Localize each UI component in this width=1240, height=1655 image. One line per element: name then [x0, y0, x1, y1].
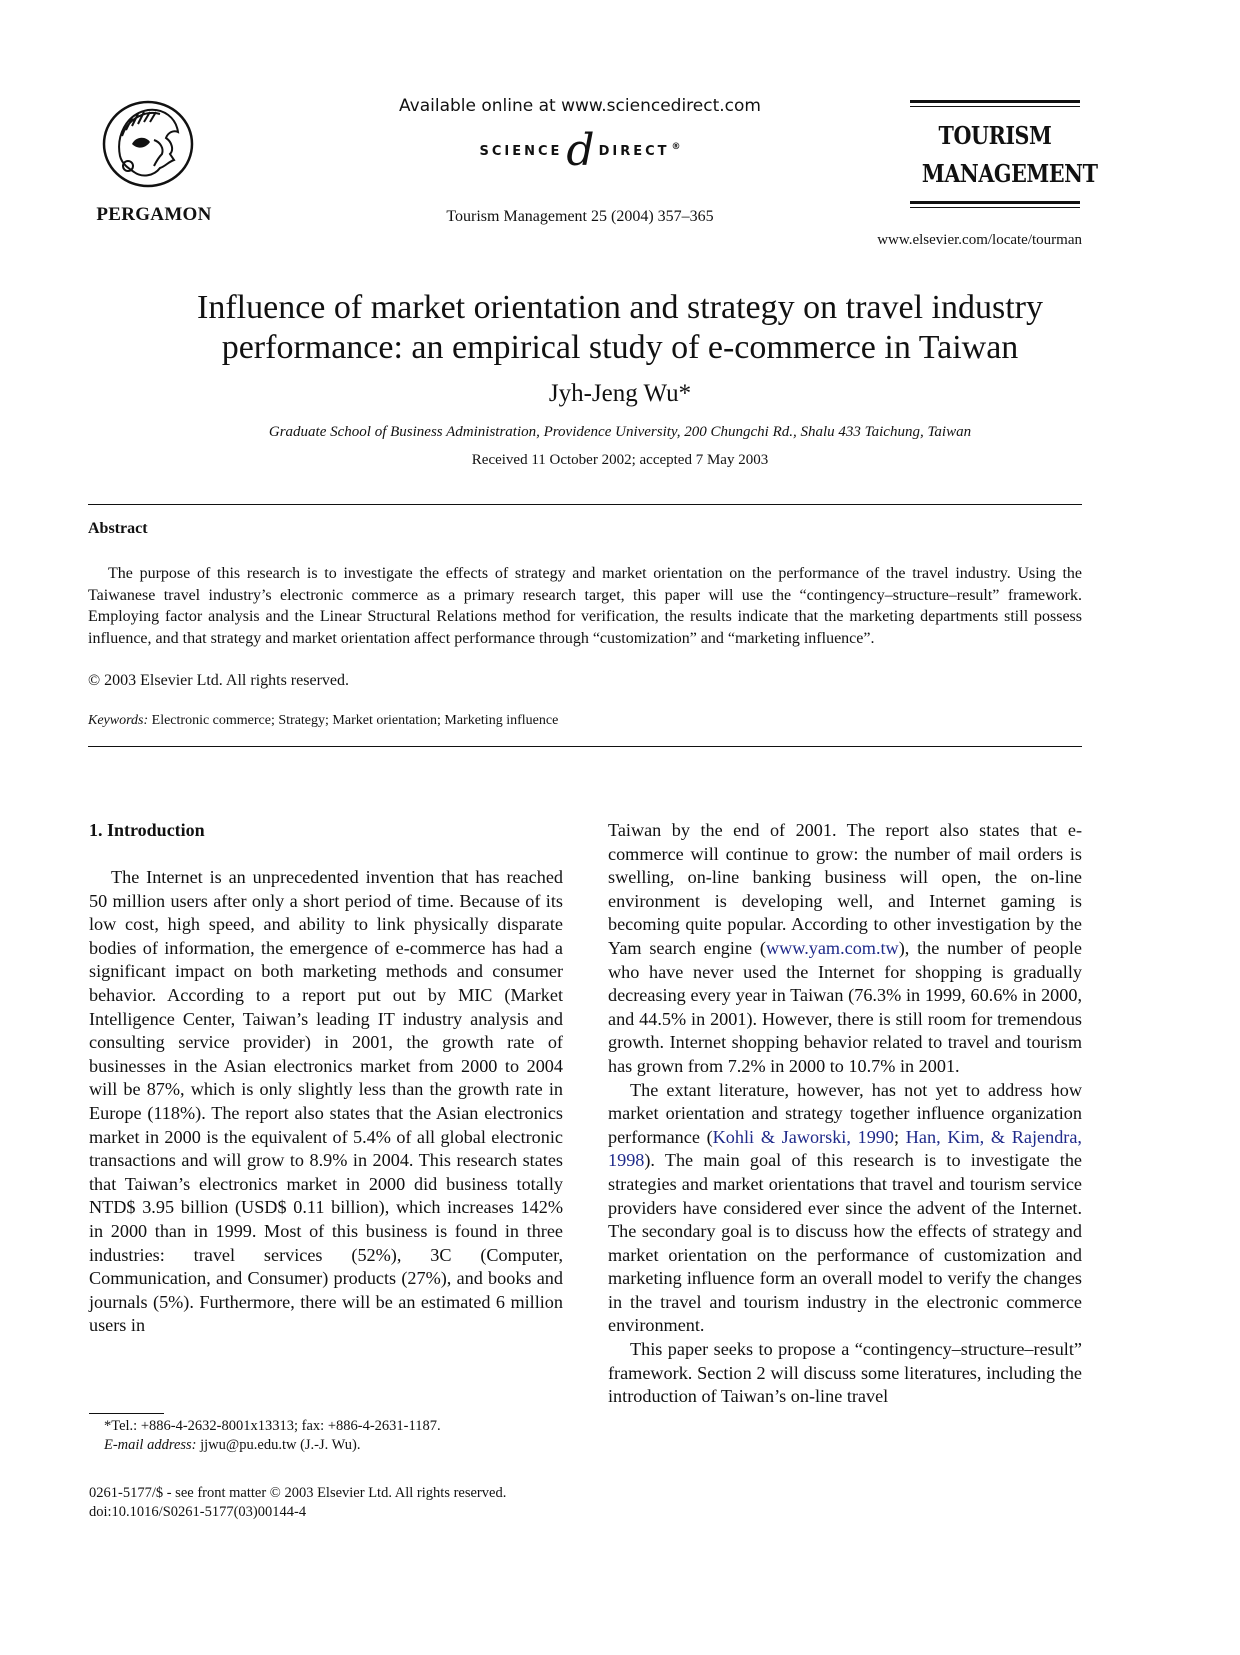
sd-logo-science: SCIENCE	[479, 143, 563, 159]
journal-citation: Tourism Management 25 (2004) 357–365	[446, 208, 714, 225]
keywords-label: Keywords:	[88, 713, 149, 728]
sciencedirect-logo	[410, 126, 750, 176]
pergamon-logo-icon	[98, 96, 198, 196]
divider-bottom	[88, 746, 1082, 747]
paragraph	[608, 1079, 1082, 1339]
keywords	[88, 713, 558, 729]
journal-name-line2: MANAGEMENT	[921, 159, 1098, 188]
citation-link-kohli[interactable]: Kohli & Jaworski, 1990	[712, 1126, 894, 1147]
paragraph-text: Taiwan by the end of 2001. The report also states that e-commerce will continue to grow: the number of mail orders is swelling, on-line banking business will open, the on-line environment is developing well, and Internet gaming is becoming quite popular. According to other investigation by the Yam search engine (	[608, 820, 1082, 958]
issn-line: 0261-5177/$ - see front matter © 2003 Elsevier Ltd. All rights reserved.	[89, 1485, 507, 1501]
abstract-heading: Abstract	[88, 520, 148, 537]
paragraph-text: ), the number of people who have never used the Internet for shopping is gradually decreasing every year in Taiwan (76.3% in 1999, 60.6% in 2000, and 44.5% in 2001). However, there is still room for tremendous growth. Internet shopping behavior related to travel and tourism has grown from 7.2% in 2000 to 10.7% in 2001.	[608, 937, 1083, 1076]
author-name: Jyh-Jeng Wu*	[548, 380, 692, 407]
available-online-text[interactable]: Available online at www.sciencedirect.com	[399, 96, 761, 116]
paragraph-text: ). The main goal of this research is to investigate the strategies and market orientations that travel and tourism service providers have considered ever since the advent of the Internet. The secondary goal is to discuss how the effects of strategy and market orientation on the performance of customization and marketing influence form an overall model to verify the changes in the travel and tourism industry in the electronic commerce environment.	[608, 1150, 1082, 1336]
front-matter	[89, 1484, 609, 1522]
sd-registered-mark: ®	[671, 142, 681, 152]
publisher-name: PERGAMON	[96, 204, 212, 225]
paragraph: This paper seeks to propose a “contingency–structure–result” framework. Section 2 will discuss some literatures, including the introduction of Taiwan’s on-line travel	[608, 1339, 1082, 1407]
abstract-body	[88, 563, 1082, 649]
citation-link-han[interactable]: Han, Kim, & Rajendra, 1998	[608, 1126, 1082, 1171]
yam-url-link[interactable]: www.yam.com.tw	[766, 937, 899, 958]
body-column-right	[608, 819, 1082, 1409]
article-title	[100, 288, 1140, 368]
journal-url-link[interactable]: www.elsevier.com/locate/tourman	[877, 232, 1082, 248]
masthead-bottom-rule	[910, 201, 1080, 208]
footnote-rule	[89, 1413, 164, 1414]
divider-top	[88, 504, 1082, 505]
email-label: E-mail address:	[104, 1437, 197, 1453]
author-affiliation: Graduate School of Business Administration, Providence University, 200 Chungchi Rd., Shalu 433 Taichung, Taiwan	[268, 424, 972, 440]
keywords-list: Electronic commerce; Strategy; Market orientation; Marketing influence	[151, 713, 559, 728]
body-column-left	[89, 866, 563, 1338]
journal-masthead	[910, 100, 1098, 208]
received-dates: Received 11 October 2002; accepted 7 May 2003	[471, 452, 769, 468]
section-heading-introduction: 1. Introduction	[89, 820, 205, 840]
doi-line[interactable]: doi:10.1016/S0261-5177(03)00144-4	[89, 1504, 307, 1520]
footnote-contact: *Tel.: +886-4-2632-8001x13313; fax: +886-4-2631-1187.	[104, 1418, 441, 1434]
abstract-copyright: © 2003 Elsevier Ltd. All rights reserved.	[88, 672, 349, 689]
sd-at-icon: d	[566, 125, 595, 176]
journal-name-line1: TOURISM	[938, 121, 1052, 150]
abstract-text: The purpose of this research is to investigate the effects of strategy and market orientation on the performance of the travel industry. Using the Taiwanese travel industry’s electronic commerce as a primary research target, this paper will use the “contingency–structure–result” framework. Employing factor analysis and the Linear Structural Relations method for verification, the results indicate that the marketing departments still possess influence, and that strategy and market orientation affect performance through “customization” and “marketing influence”.	[88, 565, 1082, 647]
title-line-1: Influence of market orientation and strategy on travel industry	[197, 289, 1043, 326]
email-address[interactable]: jjwu@pu.edu.tw	[200, 1437, 297, 1453]
masthead-top-rule	[910, 100, 1080, 107]
paragraph-text: The extant literature, however, has not yet to address how market orientation and strategy together influence organization performance (	[608, 1079, 1082, 1147]
paragraph: The Internet is an unprecedented invention that has reached 50 million users after only a short period of time. Because of its low cost, high speed, and ability to link physically disparate bodies of information, the emergence of e-commerce has had a significant impact on both marketing methods and consumer behavior. According to a report put out by MIC (Market Intelligence Center, Taiwan’s leading IT industry analysis and consulting service provider) in 2001, the growth rate of businesses in the Asian electronics market from 2000 to 2004 will be 87%, which is only slightly less than the growth rate in Europe (118%). The report also states that the Asian electronics market in 2000 is the equivalent of 5.4% of all global electronic transactions and will grow to 8.9% in 2004. This research states that Taiwan’s electronics market in 2000 did business totally NTD$ 3.95 billion (USD$ 0.11 billion), which increases 142% in 2000 than in 1999. Most of this business is found in three industries: travel services (52%), 3C (Computer, Communication, and Consumer) products (27%), and books and journals (5%). Furthermore, there will be an estimated 6 million users in	[89, 867, 563, 1336]
citation-separator: ;	[893, 1126, 906, 1147]
email-suffix: (J.-J. Wu).	[296, 1437, 361, 1453]
author-footnote	[89, 1417, 589, 1455]
footnote-email-line	[89, 1436, 589, 1455]
title-line-2: performance: an empirical study of e-commerce in Taiwan	[221, 329, 1019, 366]
journal-name	[921, 117, 1098, 193]
paragraph	[608, 819, 1082, 1079]
sd-logo-direct: DIRECT	[598, 143, 670, 159]
